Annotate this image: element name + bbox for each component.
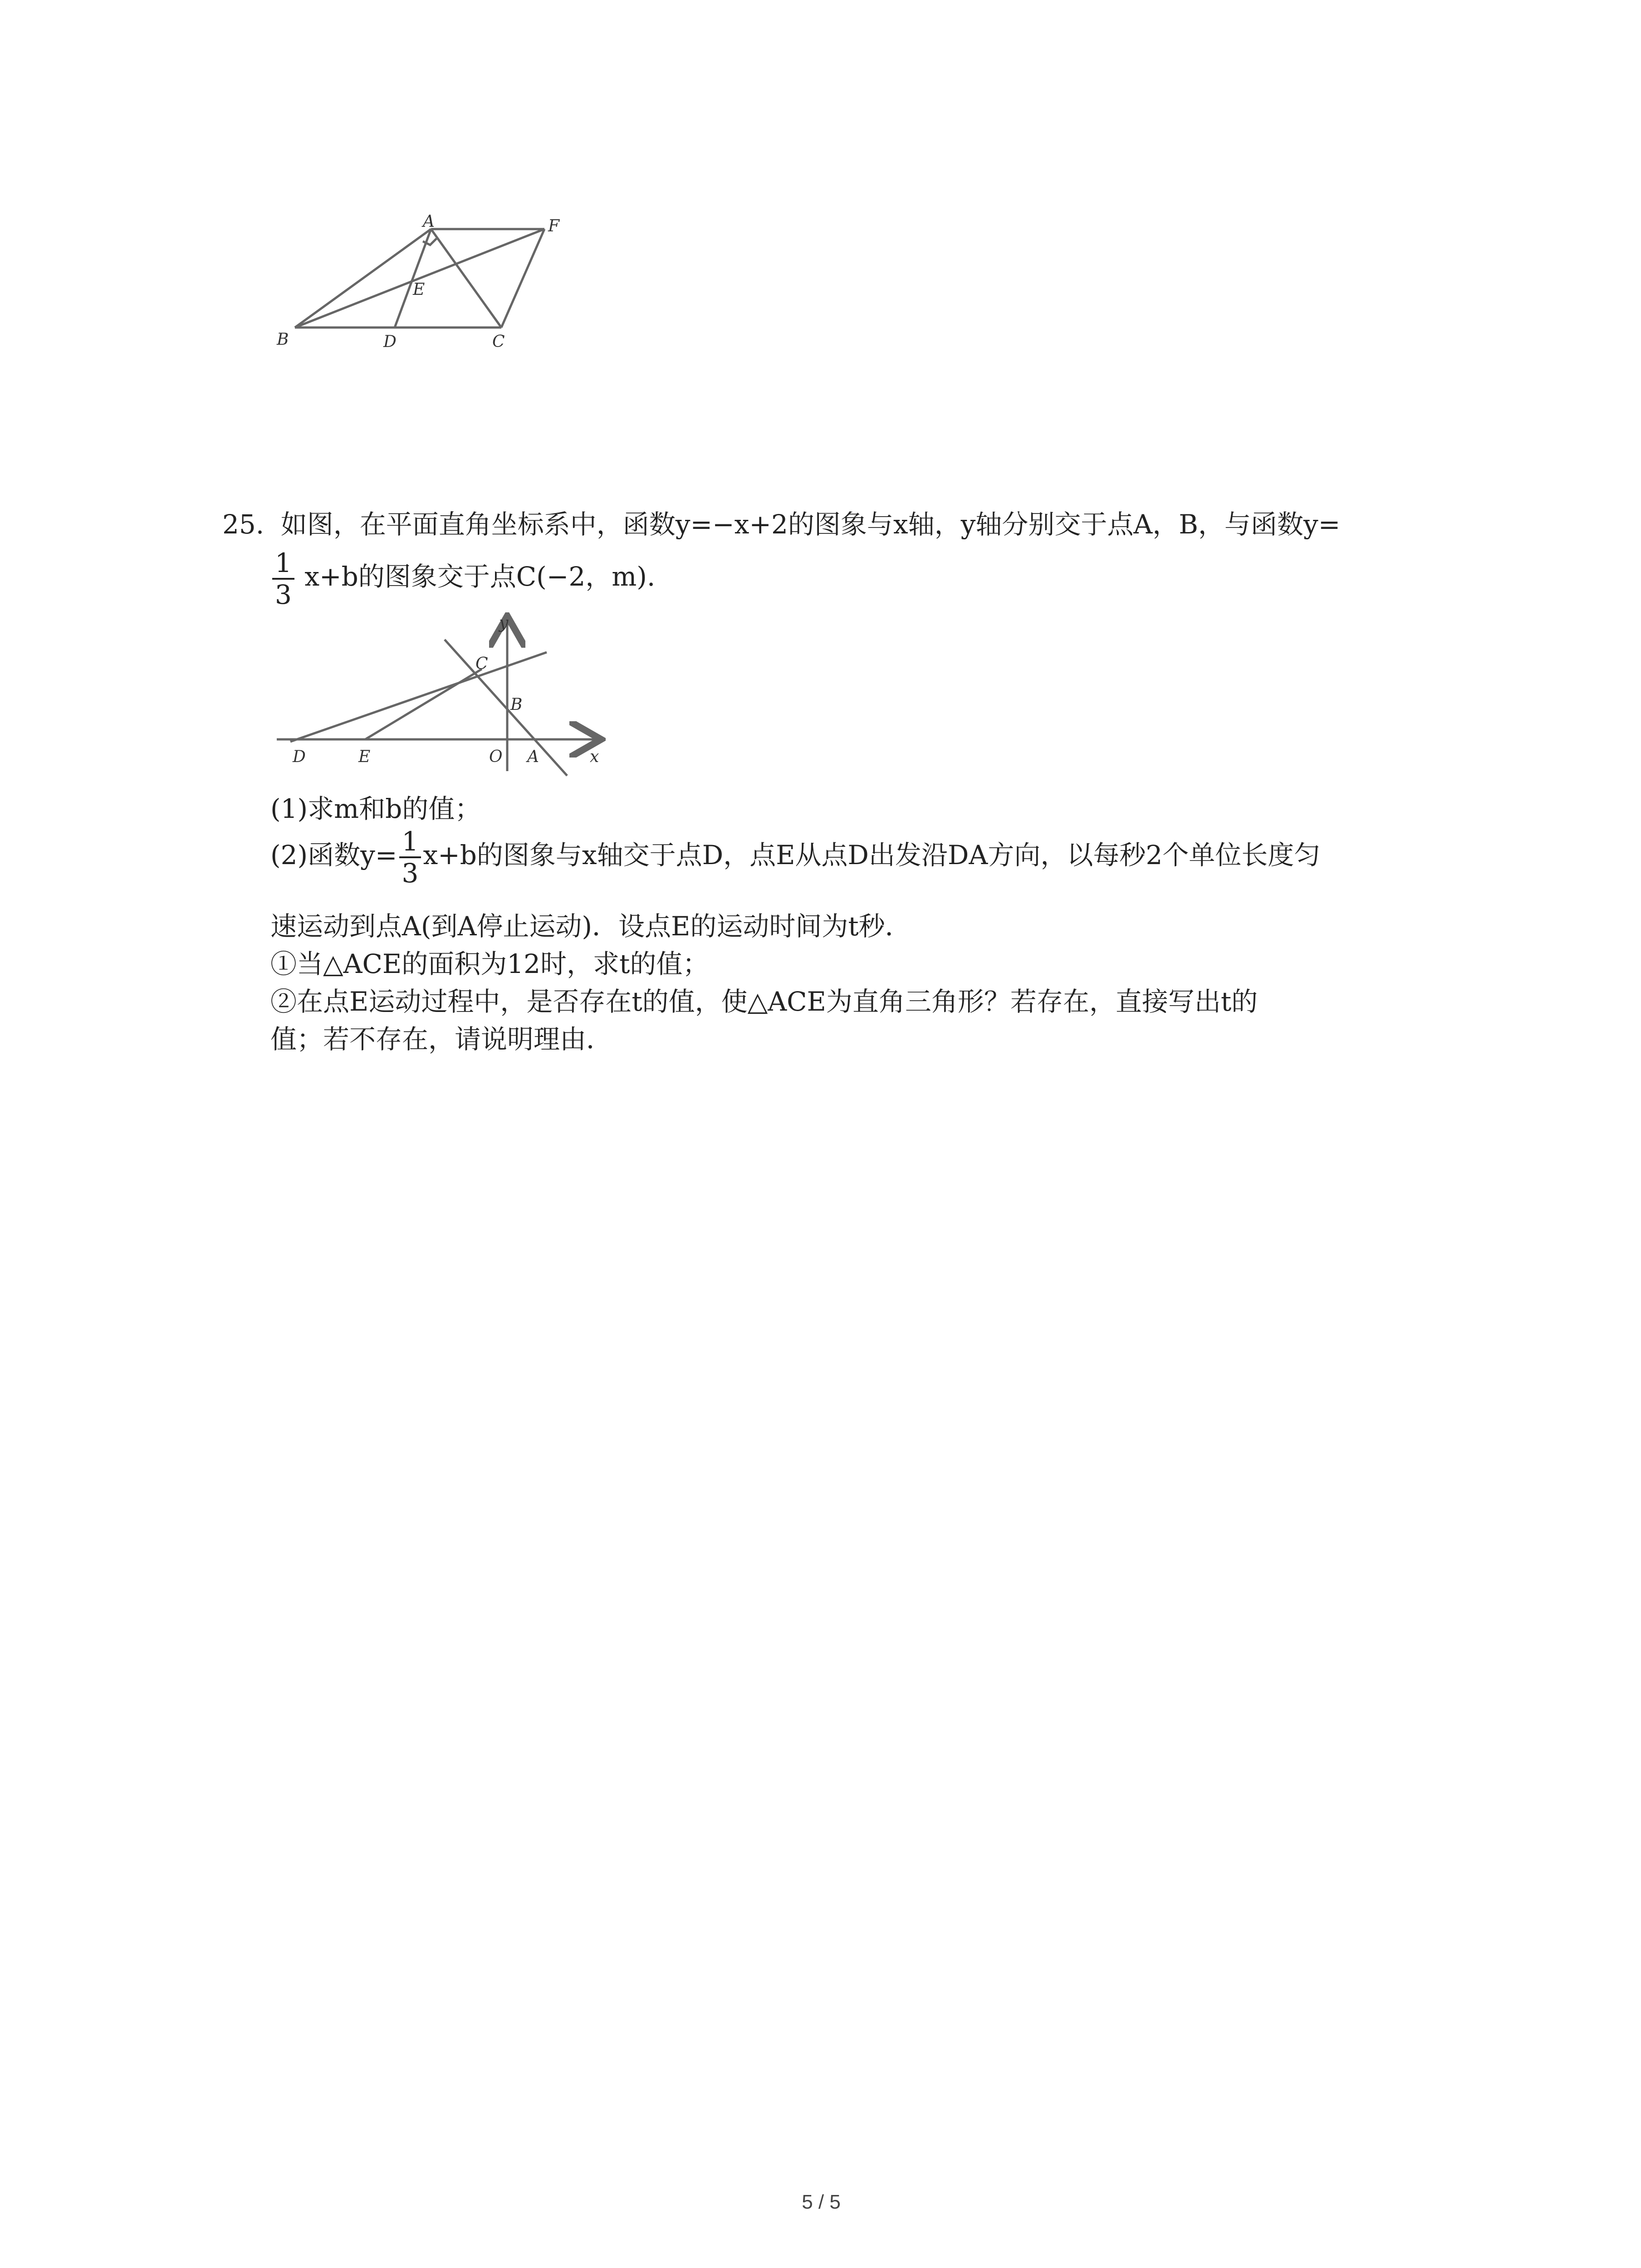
problem-line-2	[270, 548, 655, 610]
part-2-line-1	[270, 826, 1320, 888]
fraction-one-third-2	[399, 826, 421, 888]
problem-line-1	[222, 507, 1340, 542]
frac-numerator-2: 1	[399, 826, 421, 858]
sub-question-2-line-2: 值；若不存在，请说明理由．	[270, 1024, 613, 1055]
part-2-body: x+b的图象与x轴交于点D，点E从点D出发沿DA方向，以每秒2个单位长度匀	[423, 840, 1321, 871]
segment-BA	[295, 229, 431, 327]
line-y-neg-x-plus-2	[445, 640, 567, 776]
label-D: D	[383, 332, 397, 351]
label-B: B	[277, 330, 289, 349]
label-F: F	[548, 217, 559, 235]
figure-parallelogram	[263, 209, 590, 358]
label-D: D	[293, 748, 306, 766]
segment-EC	[365, 669, 482, 739]
problem-number: 25.	[222, 509, 265, 540]
sub-question-1: ①当△ACE的面积为12时，求t的值；	[270, 948, 709, 979]
problem-intro-1: 如图，在平面直角坐标系中，函数y=−x+2的图象与x轴，y轴分别交于点A，B，与函数y=	[280, 509, 1341, 540]
label-x: x	[590, 748, 599, 766]
label-O: O	[489, 748, 503, 766]
part-1: (1)求m和b的值；	[270, 793, 481, 824]
part-2-line-2: 速运动到点A(到A停止运动)．设点E的运动时间为t秒．	[270, 911, 911, 942]
frac-denominator-2: 3	[402, 858, 419, 889]
problem-intro-2: x+b的图象交于点C(−2，m).	[304, 561, 656, 592]
label-C: C	[475, 655, 488, 673]
label-B: B	[510, 695, 523, 714]
label-C: C	[492, 332, 505, 351]
sub-question-2-line-1: ②在点E运动过程中，是否存在t的值，使△ACE为直角三角形？若存在，直接写出t的	[270, 986, 1258, 1017]
part-2-prefix: (2)函数y=	[270, 840, 397, 871]
frac-denominator: 3	[275, 579, 292, 610]
page-number: 5 / 5	[802, 2191, 841, 2213]
label-A: A	[527, 748, 539, 766]
label-E: E	[358, 748, 371, 766]
fraction-one-third	[272, 548, 294, 610]
figure-coordinate-plane	[272, 612, 608, 780]
label-y: y	[499, 614, 509, 632]
segment-AC	[431, 229, 501, 327]
frac-numerator: 1	[272, 548, 294, 580]
label-E: E	[413, 280, 425, 299]
label-A: A	[423, 212, 435, 231]
